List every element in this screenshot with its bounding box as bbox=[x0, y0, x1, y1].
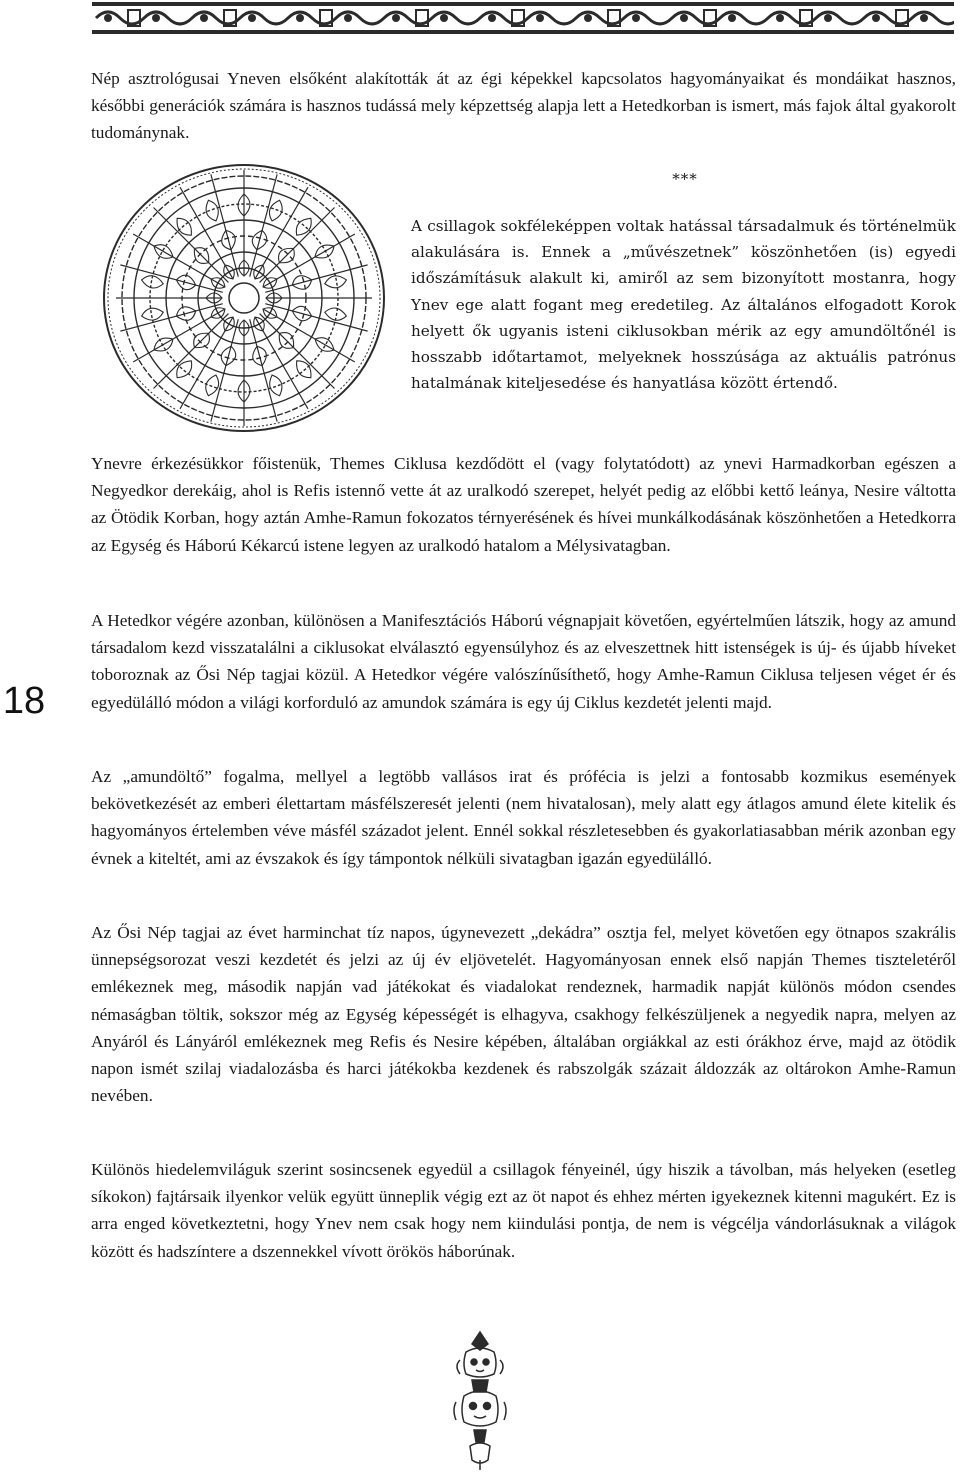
body-paragraph-2: A Hetedkor végére azonban, különösen a Manifesztációs Háború végnapjait követően, egyértelműen látszik, hogy az amund társadalom kezd visszatalálni a ciklusokat elválasztó egyensúlyhoz és az elveszettnek hitt istenségek is új- és újabb híveket toboroznak az Ősi Nép tagjai közül. A Hetedkor végére valószínűsíthető, hogy Amhe-Ramun Ciklusa teljesen véget ér és egyedülálló módon a világi korforduló az amundok számára is egy új Ciklus kezdetét jelenti majd. bbox=[91, 611, 956, 712]
body-paragraph-4: Az Ősi Nép tagjai az évet harminchat tíz napos, úgynevezett „dekádra” osztja fel, melyet követően egy ötnapos szakrális ünnepségsorozat veszi kezdetét és jelzi az új év eljövetelét. Hagyományosan ennek első napján Themes tiszteletéről emlékeznek meg, második napján vad játékokat és viadalokat rendeznek, harmadik napját különös módon csendes némaságban töltik, sokszor még az Egység képességét is elhagyva, csakhogy felkészüljenek a negyedik napra, melyen az Anyáról és Lányáról emlékeznek meg Refis és Nesire képében, általában orgiákkal az esti órákhoz érve, majd az ötödik napon ismét szilaj viadalozásba és harci játékokba kezdenek és rabszolgák százait áldozzák az oltárokon Amhe-Ramun nevében. bbox=[91, 923, 956, 1106]
footer-mask-ornament-icon bbox=[452, 1330, 508, 1470]
mandala-ornament-icon bbox=[102, 163, 386, 433]
body-paragraph-5: Különös hiedelemviláguk szerint sosincsenek egyedül a csillagok fényeinél, úgy hiszik a távolban, más helyeken (esetleg síkokon) fajtársaik ilyenkor velük együtt ünneplik végig ezt az öt napot és ehhez mérten igyekeznek kitenni magukért. Ez is arra enged következtetni, hogy Ynev nem csak hogy nem kiindulási pontja, de nem is végcélja vándorlásuknak a világok között és hadszíntere a dszennekkel vívott örökös háborúnak. bbox=[91, 1160, 956, 1261]
page-number: 18 bbox=[2, 680, 46, 722]
side-paragraph: A csillagok sokféleképpen voltak hatással társadalmuk és történelmük alakulására is. Ennek a „művészetnek” köszönhetően (is) egyedi időszámításuk alakult ki, amiről az sem bizonyított mostanra, hogy Ynev ege alatt fogant meg eredetileg. Az általános elfogadott Korok helyett ők ugyanis isteni ciklusokban mérik az egy amundöltőnél is hosszabb időtartamot, melyeknek hosszúsága az aktuális patrónus hatalmának kiteljesedése és hanyatlása között értendő. bbox=[411, 217, 956, 393]
header-ornament-border-icon bbox=[92, 2, 954, 34]
body-paragraph-1: Ynevre érkezésükkor főistenük, Themes Ciklusa kezdődött el (vagy folytatódott) az ynevi Harmadkorban egészen a Negyedkor derekáig, ahol is Refis istennő vette át az uralkodó szerepet, helyét pedig az előbbi kettő leánya, Nesire váltotta az Ötödik Korban, hogy aztán Amhe-Ramun fokozatos térnyerésének és hívei munkálkodásának köszönhetően a Hetedkorra az Egység és Háború Kékarcú istene legyen az uralkodó hatalom a Mélysivatagban. bbox=[91, 454, 956, 555]
section-separator: *** bbox=[672, 170, 698, 188]
body-paragraph-3: Az „amundöltő” fogalma, mellyel a legtöbb vallásos irat és prófécia is jelzi a fontosabb kozmikus események bekövetkezését az emberi élettartam másfélszeresét jelenti (nem hivatalosan), mely alatt egy átlagos amund élete kitelik és hagyományos értelemben véve másfél századot jelent. Ennél sokkal részletesebben és gyakorlatiasabban mérik azonban egy évnek a kiteltét, ami az évszakok és így támpontok nélküli sivatagban igazán egyedülálló. bbox=[91, 767, 956, 868]
intro-paragraph: Nép asztrológusai Yneven elsőként alakították át az égi képekkel kapcsolatos hagyományaikat és mondáikat hasznos, későbbi generációk számára is hasznos tudássá mely képzettség alapja lett a Hetedkorban is ismert, más fajok által gyakorolt tudománynak. bbox=[91, 69, 956, 143]
